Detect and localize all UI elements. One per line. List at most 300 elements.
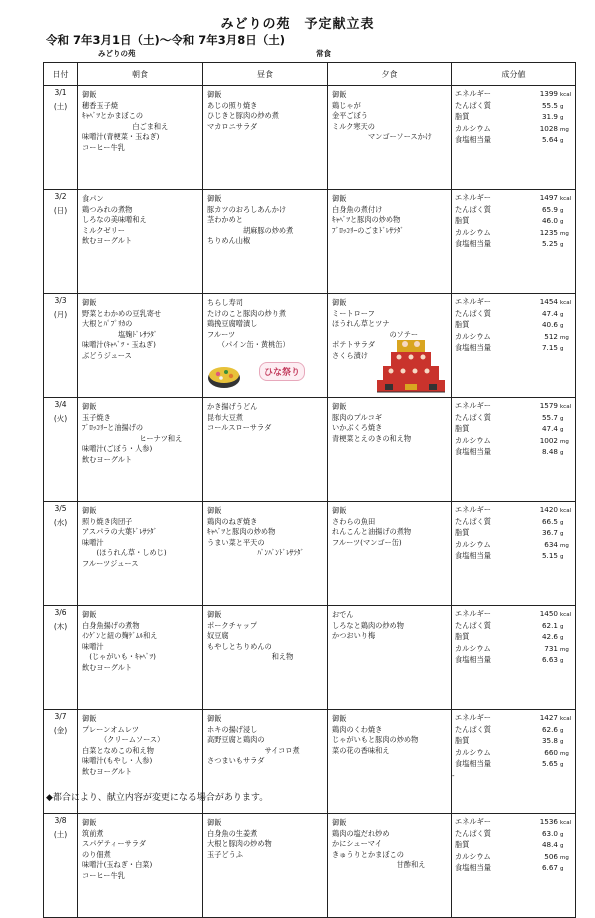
nutrition-unit: g <box>560 519 564 526</box>
nutrition-label: 食塩相当量 <box>455 655 491 665</box>
dinner-menu-item: マンゴーソースかけ <box>332 132 432 142</box>
menu-title: みどりの苑 予定献立表 <box>220 17 375 32</box>
nutrition-label: 脂質 <box>455 632 470 642</box>
breakfast-menu-item: 御飯 <box>82 402 97 411</box>
nutrition-row <box>455 332 572 344</box>
dinner-menu-item: ほうれん草とツナ <box>332 319 390 329</box>
breakfast-menu-item: 穂香玉子焼 <box>82 100 118 110</box>
nutrition-row <box>455 505 572 517</box>
day-date: 3/4 <box>54 400 67 409</box>
nutrition-unit: mg <box>560 646 569 653</box>
nutrition-unit: g <box>560 323 564 330</box>
breakfast-menu-item: 味噌汁(ｷｬﾍﾞﾂ・玉ねぎ) <box>82 340 156 350</box>
lunch-menu-item: 鶏肉のねぎ焼き <box>207 516 258 526</box>
nutrition-row <box>455 863 572 875</box>
breakfast-menu-item: 味噌汁 <box>82 537 104 547</box>
nutrition-label: たんぱく質 <box>455 620 491 630</box>
nutrition-row <box>455 320 572 332</box>
dinner-cell <box>328 502 452 606</box>
dinner-menu-item: じゃがいもと豚肉の炒め物 <box>332 735 419 745</box>
nutrition-value: 62.1 <box>541 620 558 630</box>
header-nutrition: 成分値 <box>452 63 576 86</box>
nutrition-row <box>455 89 572 101</box>
dinner-menu-item: ポテトサラダ <box>332 340 376 350</box>
dinner-menu-item: さわらの魚田 <box>332 516 376 526</box>
menu-day-row <box>44 86 576 190</box>
dinner-menu-item: のソテー <box>332 329 419 339</box>
nutrition-value: 48.4 <box>541 840 558 850</box>
dinner-menu-item: 鶏じゃが <box>332 100 361 110</box>
nutrition-value: 1497 <box>539 193 558 202</box>
lunch-menu-item: サイコロ煮 <box>207 745 300 755</box>
lunch-menu-item: あじの照り焼き <box>207 100 258 110</box>
day-date-cell <box>44 190 78 294</box>
dinner-menu-item: さくら漬け <box>332 350 368 360</box>
breakfast-menu-item: 大根とﾊﾟﾌﾟﾘｶの <box>82 319 133 329</box>
nutrition-unit: g <box>560 866 564 873</box>
nutrition-cell <box>452 710 576 814</box>
dinner-menu-item: 御飯 <box>332 194 347 203</box>
nutrition-row <box>455 725 572 737</box>
dinner-menu-item: しろなと鶏肉の炒め物 <box>332 620 404 630</box>
nutrition-value: 1579 <box>539 401 558 410</box>
nutrition-value: 512 <box>544 331 558 341</box>
nutrition-label: 食塩相当量 <box>455 343 491 353</box>
nutrition-row <box>455 655 572 667</box>
nutrition-value: 7.15 <box>541 343 558 353</box>
breakfast-menu-item: 味噌汁(玉ねぎ・白菜) <box>82 860 153 870</box>
nutrition-label: たんぱく質 <box>455 204 491 214</box>
nutrition-unit: g <box>560 427 564 434</box>
lunch-menu-item: 御飯 <box>207 506 222 515</box>
nutrition-row <box>455 759 572 771</box>
nutrition-row <box>455 609 572 621</box>
breakfast-menu-item: しろなの美味噌和え <box>82 215 147 225</box>
breakfast-menu-item: 飲むヨーグルト <box>82 662 133 672</box>
dinner-menu-item: 青梗菜とえのきの和え物 <box>332 433 412 443</box>
day-date-cell <box>44 86 78 190</box>
nutrition-row <box>455 413 572 425</box>
menu-day-row <box>44 502 576 606</box>
nutrition-value: 1235 <box>539 227 558 237</box>
lunch-menu-item: ちらし寿司 <box>207 298 243 307</box>
header-date: 日付 <box>44 63 78 86</box>
nutrition-label: たんぱく質 <box>455 724 491 734</box>
nutrition-row <box>455 343 572 355</box>
nutrition-row <box>455 817 572 829</box>
breakfast-menu-item: （クリームソース） <box>82 735 165 745</box>
breakfast-menu-item: 御飯 <box>82 506 97 515</box>
nutrition-unit: mg <box>560 334 569 341</box>
day-weekday: (水) <box>53 518 68 527</box>
lunch-menu-item: 奴豆腐 <box>207 631 229 641</box>
lunch-cell <box>203 86 328 190</box>
lunch-menu-item: ｷｬﾍﾞﾂと豚肉の炒め物 <box>207 527 276 537</box>
nutrition-unit: g <box>560 727 564 734</box>
dinner-menu-item: 金平ごぼう <box>332 111 368 121</box>
lunch-menu-item: 白身魚の生姜煮 <box>207 828 258 838</box>
nutrition-unit: g <box>560 831 564 838</box>
nutrition-value: 6.63 <box>541 655 558 665</box>
menu-day-row <box>44 190 576 294</box>
nutrition-row <box>455 401 572 413</box>
lunch-menu-item: 高野豆腐と鶏肉の <box>207 735 265 745</box>
nutrition-value: 63.0 <box>541 828 558 838</box>
nutrition-unit: g <box>560 242 564 249</box>
nutrition-row <box>455 852 572 864</box>
nutrition-value: 1454 <box>539 297 558 306</box>
dinner-menu-item: 御飯 <box>332 298 347 307</box>
menu-period: 令和 7年3月1日（土)～令和 7年3月8日（土) <box>46 33 286 47</box>
nutrition-label: 食塩相当量 <box>455 239 491 249</box>
nutrition-label: 脂質 <box>455 112 470 122</box>
menu-day-row <box>44 814 576 918</box>
nutrition-row <box>455 540 572 552</box>
nutrition-row <box>455 517 572 529</box>
dinner-cell <box>328 294 452 398</box>
nutrition-unit: mg <box>560 126 569 133</box>
nutrition-row <box>455 124 572 136</box>
day-date: 3/1 <box>54 88 67 97</box>
nutrition-cell <box>452 86 576 190</box>
lunch-menu-item: 大根と豚肉の炒め物 <box>207 839 272 849</box>
lunch-menu-item: 胡麻豚の炒め煮 <box>207 225 294 235</box>
lunch-menu-item: 和え物 <box>207 652 294 662</box>
day-weekday: (木) <box>53 622 68 631</box>
nutrition-unit: mg <box>560 230 569 237</box>
lunch-menu-item: 御飯 <box>207 194 222 203</box>
nutrition-label: エネルギー <box>455 609 491 618</box>
nutrition-label: カルシウム <box>455 331 491 341</box>
lunch-menu-item: かき揚げうどん <box>207 402 258 411</box>
lunch-cell <box>203 606 328 710</box>
nutrition-label: たんぱく質 <box>455 516 491 526</box>
breakfast-menu-item: 味噌汁 <box>82 641 104 651</box>
nutrition-value: 1399 <box>539 89 558 98</box>
breakfast-menu-item: 御飯 <box>82 714 97 723</box>
nutrition-unit: g <box>560 623 564 630</box>
dinner-menu-item: 鶏肉の塩だれ炒め <box>332 828 390 838</box>
nutrition-unit: g <box>560 843 564 850</box>
breakfast-menu-item: (ほうれん草・しめじ) <box>82 548 167 558</box>
dinner-menu-item: かにシューマイ <box>332 839 383 849</box>
lunch-menu-item: さつまいもサラダ <box>207 756 265 766</box>
nutrition-value: 1002 <box>539 435 558 445</box>
nutrition-label: エネルギー <box>455 817 491 826</box>
breakfast-menu-item: 照り焼き肉団子 <box>82 516 133 526</box>
nutrition-unit: mg <box>560 854 569 861</box>
nutrition-row <box>455 193 572 205</box>
nutrition-unit: kcal <box>560 508 572 514</box>
day-date: 3/8 <box>54 816 67 825</box>
breakfast-menu-item: ｲﾝｹﾞﾝと紐の麹ｹﾞﾑﾙ和え <box>82 631 158 641</box>
facility-name: みどりの苑 <box>98 49 136 58</box>
nutrition-unit: g <box>560 635 564 642</box>
dinner-cell <box>328 710 452 814</box>
dinner-menu-item: 御飯 <box>332 818 347 827</box>
nutrition-unit: g <box>560 658 564 665</box>
dinner-menu-item: おでん <box>332 610 354 619</box>
nutrition-cell <box>452 294 576 398</box>
nutrition-value: 65.9 <box>541 204 558 214</box>
lunch-menu-item: 玉子どうふ <box>207 849 243 859</box>
nutrition-row <box>455 101 572 113</box>
nutrition-unit: g <box>560 311 564 318</box>
nutrition-unit: kcal <box>560 404 572 410</box>
nutrition-value: 42.6 <box>541 632 558 642</box>
header-breakfast: 朝食 <box>78 63 203 86</box>
day-weekday: (土) <box>53 830 68 839</box>
day-weekday: (月) <box>53 310 68 319</box>
lunch-menu-item: コールスローサラダ <box>207 423 272 433</box>
nutrition-value: 47.4 <box>541 424 558 434</box>
nutrition-row <box>455 216 572 228</box>
nutrition-label: たんぱく質 <box>455 412 491 422</box>
nutrition-cell <box>452 398 576 502</box>
nutrition-value: 5.65 <box>541 759 558 769</box>
nutrition-row <box>455 632 572 644</box>
nutrition-row <box>455 551 572 563</box>
nutrition-row <box>455 748 572 760</box>
nutrition-label: 食塩相当量 <box>455 447 491 457</box>
nutrition-unit: g <box>560 219 564 226</box>
lunch-cell <box>203 814 328 918</box>
nutrition-unit: g <box>560 346 564 353</box>
dinner-menu-item: ミートローフ <box>332 308 375 318</box>
dinner-menu-item: きゅうりとかまぼこの <box>332 849 404 859</box>
nutrition-value: 1450 <box>539 609 558 618</box>
nutrition-label: 脂質 <box>455 424 470 434</box>
nutrition-unit: g <box>560 103 564 110</box>
nutrition-value: 5.15 <box>541 551 558 561</box>
day-date: 3/2 <box>54 192 67 201</box>
nutrition-value: 5.25 <box>541 239 558 249</box>
breakfast-menu-item: プレーンオムレツ <box>82 724 140 734</box>
breakfast-cell <box>78 398 203 502</box>
nutrition-unit: g <box>560 531 564 538</box>
dinner-menu-item: 御飯 <box>332 506 347 515</box>
breakfast-menu-item: 飲むヨーグルト <box>82 766 133 776</box>
menu-day-row <box>44 294 576 398</box>
nutrition-label: たんぱく質 <box>455 828 491 838</box>
nutrition-row <box>455 424 572 436</box>
lunch-menu-item: 豚カツのおろしあんかけ <box>207 204 287 214</box>
nutrition-label: 食塩相当量 <box>455 551 491 561</box>
breakfast-menu-item: ﾌﾞﾛｯｺﾘｰと油揚げの <box>82 423 144 433</box>
dinner-menu-item: ｷｬﾍﾞﾂと豚肉の炒め物 <box>332 215 401 225</box>
nutrition-row <box>455 239 572 251</box>
nutrition-label: カルシウム <box>455 435 491 445</box>
nutrition-row <box>455 205 572 217</box>
nutrition-unit: g <box>560 207 564 214</box>
dinner-cell <box>328 606 452 710</box>
lunch-cell <box>203 398 328 502</box>
day-weekday: (日) <box>53 206 68 215</box>
breakfast-menu-item: 飲むヨーグルト <box>82 236 133 246</box>
nutrition-unit: kcal <box>560 612 572 618</box>
nutrition-value: 55.5 <box>541 100 558 110</box>
nutrition-value: 8.48 <box>541 447 558 457</box>
nutrition-value: 1028 <box>539 123 558 133</box>
nutrition-value: 47.4 <box>541 308 558 318</box>
breakfast-menu-item: 玉子焼き <box>82 412 111 422</box>
dinner-menu-item: 御飯 <box>332 90 347 99</box>
breakfast-menu-item: コーヒー牛乳 <box>82 142 125 152</box>
page-mark: - <box>452 772 455 780</box>
breakfast-menu-item: フルーツジュース <box>82 558 139 568</box>
breakfast-menu-item: 味噌汁(青梗菜・玉ねぎ) <box>82 132 160 142</box>
nutrition-label: エネルギー <box>455 713 491 722</box>
dinner-menu-item: 鶏肉のくわ焼き <box>332 724 383 734</box>
day-weekday: (金) <box>53 726 68 735</box>
lunch-menu-item: フルーツ <box>207 329 236 339</box>
nutrition-unit: kcal <box>560 92 572 98</box>
lunch-cell <box>203 294 328 398</box>
nutrition-value: 40.6 <box>541 320 558 330</box>
dinner-menu-item: 菜の花の香味和え <box>332 745 390 755</box>
nutrition-label: 食塩相当量 <box>455 135 491 145</box>
dinner-menu-item: ﾌﾞﾛｯｺﾘｰのごまﾄﾞﾚｻﾗﾀﾞ <box>332 225 404 235</box>
nutrition-unit: g <box>560 115 564 122</box>
breakfast-menu-item: 白ごま和え <box>82 121 169 131</box>
nutrition-label: 脂質 <box>455 840 470 850</box>
breakfast-menu-item: 御飯 <box>82 298 97 307</box>
nutrition-unit: g <box>560 138 564 145</box>
breakfast-menu-item: 白身魚揚げの煮物 <box>82 620 140 630</box>
dinner-menu-item: 御飯 <box>332 714 347 723</box>
dinner-cell <box>328 398 452 502</box>
nutrition-cell <box>452 502 576 606</box>
lunch-menu-item: 御飯 <box>207 818 222 827</box>
nutrition-unit: g <box>560 554 564 561</box>
nutrition-label: エネルギー <box>455 505 491 514</box>
day-date-cell <box>44 606 78 710</box>
nutrition-unit: mg <box>560 542 569 549</box>
nutrition-label: 脂質 <box>455 320 470 330</box>
nutrition-label: エネルギー <box>455 193 491 202</box>
day-date-cell <box>44 398 78 502</box>
nutrition-label: 脂質 <box>455 528 470 538</box>
breakfast-menu-item: 食パン <box>82 194 104 203</box>
nutrition-value: 6.67 <box>541 863 558 873</box>
nutrition-value: 731 <box>544 643 558 653</box>
breakfast-menu-item: ｷｬﾍﾞﾂとかまぼこの <box>82 111 144 121</box>
hina-dolls-icon <box>375 336 447 394</box>
nutrition-label: カルシウム <box>455 851 491 861</box>
nutrition-label: 脂質 <box>455 216 470 226</box>
breakfast-menu-item: 味噌汁(もやし・人参) <box>82 756 153 766</box>
nutrition-unit: mg <box>560 438 569 445</box>
breakfast-menu-item: ミルクゼリー <box>82 225 125 235</box>
nutrition-cell <box>452 814 576 918</box>
dinner-menu-item: いかぶくろ焼き <box>332 423 383 433</box>
breakfast-menu-item: (じゃがいも・ｷｬﾍﾞﾂ) <box>82 652 156 662</box>
dinner-menu-item: かつおいり梅 <box>332 631 376 641</box>
nutrition-row <box>455 621 572 633</box>
nutrition-value: 55.7 <box>541 412 558 422</box>
nutrition-value: 31.9 <box>541 112 558 122</box>
nutrition-value: 1420 <box>539 505 558 514</box>
lunch-menu-item: 昆布大豆煮 <box>207 412 243 422</box>
dinner-cell <box>328 86 452 190</box>
nutrition-label: エネルギー <box>455 89 491 98</box>
breakfast-menu-item: 鶏つみれの煮物 <box>82 204 133 214</box>
nutrition-row <box>455 644 572 656</box>
dinner-menu-item: れんこんと油揚げの煮物 <box>332 527 412 537</box>
breakfast-cell <box>78 502 203 606</box>
breakfast-menu-item: のり佃煮 <box>82 849 111 859</box>
nutrition-unit: kcal <box>560 300 572 306</box>
nutrition-value: 35.8 <box>541 736 558 746</box>
lunch-menu-item: うまい菜と平天の <box>207 537 265 547</box>
dinner-menu-item: 豚肉のプルコギ <box>332 412 383 422</box>
breakfast-cell <box>78 294 203 398</box>
menu-header-row <box>44 63 576 86</box>
dinner-menu-item: フルーツ(マンゴー缶) <box>332 537 402 547</box>
header-dinner: 夕食 <box>328 63 452 86</box>
menu-day-row <box>44 398 576 502</box>
nutrition-row <box>455 829 572 841</box>
nutrition-unit: g <box>560 415 564 422</box>
nutrition-unit: mg <box>560 750 569 757</box>
nutrition-row <box>455 736 572 748</box>
breakfast-menu-item: 御飯 <box>82 818 97 827</box>
nutrition-label: カルシウム <box>455 747 491 757</box>
nutrition-row <box>455 297 572 309</box>
nutrition-row <box>455 135 572 147</box>
dinner-menu-item: 甘酢和え <box>332 860 426 870</box>
menu-day-row <box>44 606 576 710</box>
lunch-menu-item: ホキの揚げ浸し <box>207 724 258 734</box>
lunch-menu-item: 茎わかめと <box>207 215 243 225</box>
nutrition-row <box>455 309 572 321</box>
chirashi-sushi-icon <box>207 364 241 390</box>
breakfast-menu-item: 塩麹ﾄﾞﾚｻﾗﾀﾞ <box>82 329 158 339</box>
nutrition-value: 46.0 <box>541 216 558 226</box>
nutrition-value: 5.64 <box>541 135 558 145</box>
breakfast-menu-item: 御飯 <box>82 90 97 99</box>
day-date-cell <box>44 502 78 606</box>
lunch-cell <box>203 502 328 606</box>
breakfast-menu-item: 野菜とわかめの豆乳寄せ <box>82 308 162 318</box>
lunch-menu-item: （パイン缶・黄桃缶） <box>207 340 290 350</box>
day-date: 3/6 <box>54 608 67 617</box>
breakfast-cell <box>78 606 203 710</box>
nutrition-label: 食塩相当量 <box>455 863 491 873</box>
nutrition-value: 634 <box>544 539 558 549</box>
day-date: 3/3 <box>54 296 67 305</box>
lunch-menu-item: 御飯 <box>207 714 222 723</box>
nutrition-value: 660 <box>544 747 558 757</box>
hinamatsuri-label: ひな祭り <box>259 362 305 381</box>
nutrition-value: 66.5 <box>541 516 558 526</box>
breakfast-menu-item: 飲むヨーグルト <box>82 454 133 464</box>
diet-type: 常食 <box>316 49 331 58</box>
nutrition-label: エネルギー <box>455 401 491 410</box>
lunch-menu-item: ﾊﾞﾝﾊﾞﾝﾄﾞﾚｻﾗﾀﾞ <box>207 548 305 558</box>
day-weekday: (土) <box>53 102 68 111</box>
dinner-cell <box>328 814 452 918</box>
lunch-menu-item: 御飯 <box>207 90 222 99</box>
breakfast-menu-item: ヒーナツ和え <box>82 433 183 443</box>
lunch-menu-item: ちりめん山椒 <box>207 236 251 246</box>
breakfast-menu-item: コーヒー牛乳 <box>82 870 125 880</box>
nutrition-label: エネルギー <box>455 297 491 306</box>
nutrition-row <box>455 447 572 459</box>
nutrition-value: 62.6 <box>541 724 558 734</box>
nutrition-label: たんぱく質 <box>455 100 491 110</box>
nutrition-label: カルシウム <box>455 227 491 237</box>
